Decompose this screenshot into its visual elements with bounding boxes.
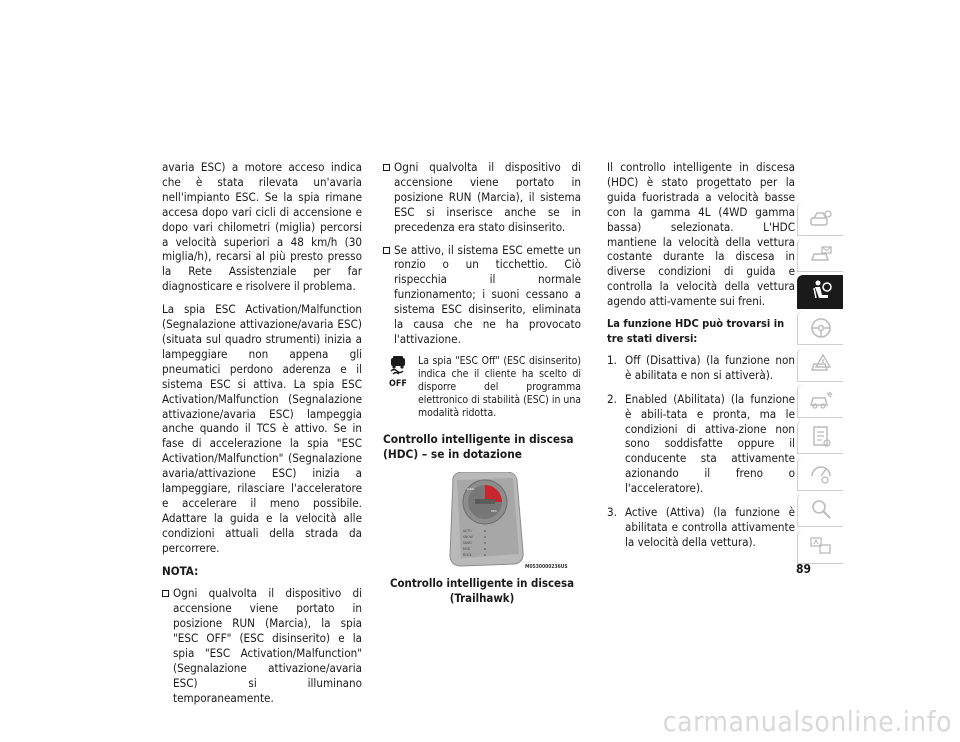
- bullet-item: [162, 586, 362, 705]
- svg-text:HDC: HDC: [491, 508, 497, 513]
- figure-code: M0530000236US: [525, 563, 568, 570]
- bullet-text: Ogni qualvolta il dispositivo di accensione viene portato in posizione RUN (Marcia), il sistema ESC si inserisce anche se in precedenza era stato disinserito.: [394, 160, 581, 234]
- bullet-text: Se attivo, il sistema ESC emette un ronzio o un ticchettio. Ciò rispecchia il normale funzionamento; i suoni cessano a sistema ESC disinserito, eliminata la causa che ne ha provocato l'attivazione.: [394, 242, 581, 346]
- esc-off-callout: [383, 355, 581, 420]
- knob-label: ROCK: [463, 552, 472, 557]
- magnifier-icon: [808, 497, 834, 523]
- icon-label: OFF: [389, 378, 407, 389]
- item-number: 2.: [607, 391, 617, 406]
- bullet-item: [383, 243, 581, 347]
- paragraph: La spia ESC Activation/Malfunction (Segnalazione attivazione/avaria ESC) (situata sul quadro strumenti) inizia a lampeggiare non appena gli pneumatici perdono aderenza e il sistema ESC si attiva. La spia ESC Activation/Malfunction (Segnalazione attivazione/avaria ESC) lampeggia anche quando il TCS è attivo. Se in fase di accelerazione la spia "ESC Activation/Malfunction" (Segnalazione avaria/attivazione ESC) inizia a lampeggiare, rilasciare l'acceleratore e accelerare il meno possibile. Adattare la guida e la velocità alle condizioni attuali della strada da percorrere.: [162, 302, 362, 555]
- item-number: 1.: [607, 352, 617, 367]
- tab-maintenance[interactable]: [797, 420, 843, 454]
- language-icon: [808, 533, 834, 559]
- numbered-item: [607, 353, 795, 383]
- car-dashboard-icon: [808, 206, 834, 232]
- tab-specifications[interactable]: [797, 457, 843, 491]
- seat-airbag-icon: [808, 278, 834, 304]
- skidding-car-icon: [387, 355, 409, 375]
- tab-driving[interactable]: [797, 311, 843, 345]
- watermark: carmanualsonline.info: [662, 705, 952, 738]
- square-bullet-icon: [383, 164, 390, 171]
- tab-safety[interactable]: [797, 275, 843, 309]
- callout-text: La spia "ESC Off" (ESC disinserito) indica che il cliente ha scelto di disporre del programma elettronico di stabilità (ESC) in una modalità ridotta.: [418, 354, 581, 419]
- square-bullet-icon: [162, 590, 169, 597]
- esc-off-icon: [383, 355, 413, 389]
- gauge-icon: [808, 460, 834, 486]
- tab-index[interactable]: [797, 493, 843, 527]
- car-service-icon: [808, 387, 834, 413]
- chapter-tabs: [797, 202, 843, 566]
- knob-label: SNOW: [463, 534, 473, 539]
- knob-label: MUD: [463, 546, 471, 551]
- item-number: 3.: [607, 505, 617, 520]
- column-right: [607, 160, 795, 559]
- page-number: 89: [796, 562, 812, 576]
- section-heading: Controllo intelligente in discesa (HDC) – se in dotazione: [383, 431, 574, 461]
- tab-warnings[interactable]: [797, 348, 843, 382]
- bullet-item: [383, 160, 581, 235]
- column-middle: [383, 160, 581, 606]
- item-text: Active (Attiva) (la funzione è abilitata e controlla attivamente la velocità della vettura).: [625, 505, 795, 549]
- knob-label: SAND: [463, 540, 472, 545]
- tab-languages[interactable]: [797, 530, 843, 564]
- car-mail-icon: [808, 242, 834, 268]
- hdc-switch-figure: [441, 472, 591, 572]
- column-left: [162, 160, 362, 714]
- paragraph: avaria ESC) a motore acceso indica che è stata rilevata un'avaria nell'impianto ESC. Se la spia rimane accesa dopo vari cicli di accensione e dopo vari chilometri (miglia) percorsi a velocità superiori a 48 km/h (30 miglia/h), recarsi al più presto presso la Rete Assistenziale per far diagnosticare e risolvere il problema.: [162, 160, 362, 294]
- hdc-switch-illustration: [441, 472, 591, 572]
- paragraph: Il controllo intelligente in discesa (HDC) è stato progettato per la guida fuoristrada a velocità basse con la gamma 4L (4WD gamma bassa) selezionata. L'HDC mantiene la velocità della vettura costante durante la discesa in diverse condizioni di guida e controlla la velocità della vettura agendo atti-vamente sui freni.: [607, 160, 795, 309]
- numbered-item: [607, 392, 795, 496]
- tab-introduction[interactable]: [797, 202, 843, 236]
- square-bullet-icon: [383, 247, 390, 254]
- checklist-icon: [808, 424, 834, 450]
- warning-car-icon: [808, 351, 834, 377]
- subheading: La funzione HDC può trovarsi in tre stati diversi:: [607, 317, 785, 345]
- note-title: NOTA:: [162, 563, 199, 578]
- steering-wheel-icon: [808, 315, 834, 341]
- bullet-text: Ogni qualvolta il dispositivo di accensione viene portato in posizione RUN (Marcia), la spia "ESC OFF" (ESC disinserito) e la spia "ESC Activation/Malfunction" (Segnalazione attivazione/avaria ESC) si illuminano temporaneamente.: [173, 586, 362, 705]
- numbered-item: [607, 505, 795, 550]
- tab-emergency[interactable]: [797, 384, 843, 418]
- figure-caption: Controllo intelligente in discesa (Trailhawk): [389, 575, 575, 605]
- item-text: Off (Disattiva) (la funzione non è abilitata e non si attiverà).: [625, 352, 795, 382]
- svg-text:LOCK: LOCK: [467, 486, 475, 491]
- knob-label: AUTO: [463, 528, 472, 533]
- tab-vehicle[interactable]: [797, 238, 843, 272]
- item-text: Enabled (Abilitata) (la funzione è abili-tata e pronta, ma le condizioni di attiva-zione non sono soddisfatte oppure il conducente sta attivamente azionando il freno o l'acceleratore).: [625, 391, 795, 496]
